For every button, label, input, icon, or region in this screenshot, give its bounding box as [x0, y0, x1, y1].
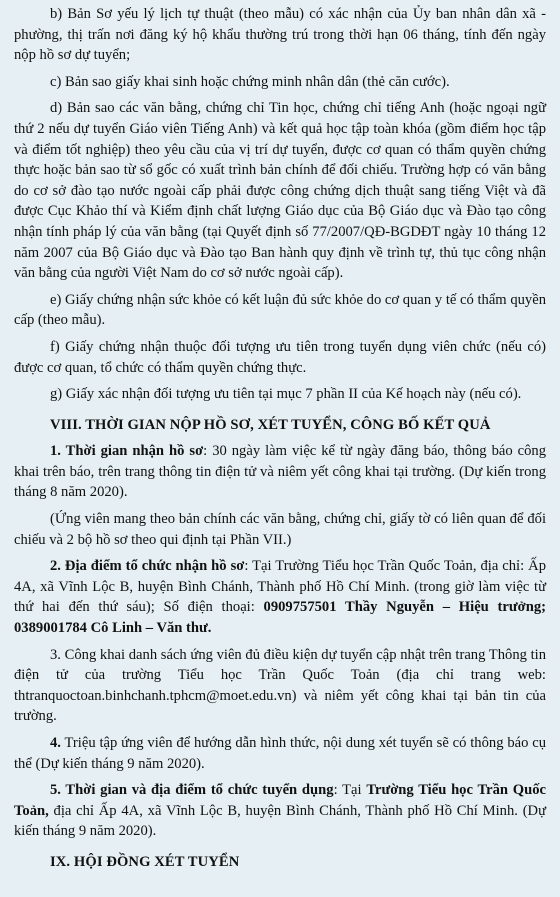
section-8-item-4 [14, 733, 546, 774]
item-5-text: địa chỉ Ấp 4A, xã Vĩnh Lộc B, huyện Bình Chánh, Thành phố Hồ Chí Minh. (Dự kiến tháng 9 năm 2020). [14, 802, 546, 840]
item-2-label: 2. Địa điểm tổ chức nhận hồ sơ [50, 558, 245, 575]
item-1-text: : 30 ngày làm việc kể từ ngày đăng báo, thông báo công khai trên báo, trên trang thông tin điện tử và niêm yết công khai tại trường. (Dự kiến trong tháng 8 năm 2020). [14, 443, 546, 501]
item-2-text: : Tại Trường Tiểu học Trần Quốc Toản, địa chỉ: Ấp 4A, xã Vĩnh Lộc B, huyện Bình Chánh, Thành phố Hồ Chí Minh. (trong giờ làm việc từ thứ hai đến thứ sáu); Số điện thoại: [14, 558, 546, 616]
item-5-label: 5. Thời gian và địa điểm tổ chức tuyển dụng [50, 782, 334, 799]
item-c: c) Bản sao giấy khai sinh hoặc chứng minh nhân dân (thẻ căn cước). [50, 73, 450, 90]
item-d: d) Bản sao các văn bằng, chứng chỉ Tin học, chứng chỉ tiếng Anh (hoặc ngoại ngữ thứ 2 nếu dự tuyển Giáo viên Tiếng Anh) và kết quả học tập toàn khóa (gồm điểm học tập và điểm tốt nghiệp) theo yêu cầu của vị trí dự tuyển, được cơ quan có thẩm quyền chứng thực hoặc bản sao từ sổ gốc có xuất trình bản chính để đối chiếu. Trường hợp có văn bằng do cơ sở đào tạo nước ngoài cấp phải được công chứng dịch thuật sang tiếng Việt và đã được Cục Khảo thí và Kiểm định chất lượng Giáo dục của Bộ Giáo dục và Đào tạo công nhận tính pháp lý của văn bằng (tại Quyết định số 77/2007/QĐ-BGDĐT ngày 10 tháng 12 năm 2007 của Bộ Giáo dục và Đào tạo Ban hành quy định về trình tự, thủ tục công nhận văn bằng của người Việt Nam do cơ sở nước ngoài cấp). [14, 100, 546, 282]
section-8-item-3: 3. Công khai danh sách ứng viên đủ điều kiện dự tuyển cập nhật trên trang Thông tin điện tử của trường Tiểu học Trần Quốc Toản (địa chỉ trang web: thtranquoctoan.binhchanh.tphcm@moet.edu.vn) và niêm yết công khai tại bản tin của trường. [14, 646, 546, 725]
item-1-label: 1. Thời gian nhận hồ sơ [50, 443, 204, 460]
section-8-heading: VIII. THỜI GIAN NỘP HỒ SƠ, XÉT TUYỂN, CÔNG BỐ KẾT QUẢ [50, 416, 491, 433]
item-f: f) Giấy chứng nhận thuộc đối tượng ưu tiên trong tuyển dụng viên chức (nếu có) được cơ quan, tổ chức có thẩm quyền chứng thực. [14, 338, 546, 376]
item-b: b) Bản Sơ yếu lý lịch tự thuật (theo mẫu) có xác nhận của Ủy ban nhân dân xã - phường, thị trấn nơi đăng ký hộ khẩu thường trú trong thời hạn 06 tháng, tính đến ngày nộp hồ sơ dự tuyển; [14, 6, 546, 64]
item-4-text: Triệu tập ứng viên để hướng dẫn hình thức, nội dung xét tuyển sẽ có thông báo cụ thể (Dự kiến tháng 9 năm 2020). [14, 735, 546, 772]
item-2-contacts: 0909757501 Thầy Nguyễn – Hiệu trưởng; 0389001784 Cô Linh – Văn thư. [14, 599, 546, 637]
item-5-colon: : Tại [333, 782, 367, 799]
section-8-item-1 [14, 441, 546, 503]
item-e: e) Giấy chứng nhận sức khỏe có kết luận đủ sức khỏe do cơ quan y tế có thẩm quyền cấp (theo mẫu). [14, 291, 546, 329]
section-8-item-2 [14, 556, 546, 638]
section-8-item-5 [14, 780, 546, 842]
item-g: g) Giấy xác nhận đối tượng ưu tiên tại mục 7 phần II của Kế hoạch này (nếu có). [50, 386, 522, 403]
item-4-number: 4. [50, 735, 61, 751]
section-8-item-1-note: (Ứng viên mang theo bản chính các văn bằng, chứng chỉ, giấy tờ có liên quan để đối chiếu và 2 bộ hồ sơ theo qui định tại Phần VII.) [14, 511, 546, 548]
section-9-heading: IX. HỘI ĐỒNG XÉT TUYỂN [50, 853, 240, 870]
item-5-school: Trường Tiểu học Trần Quốc Toản, [14, 782, 546, 819]
